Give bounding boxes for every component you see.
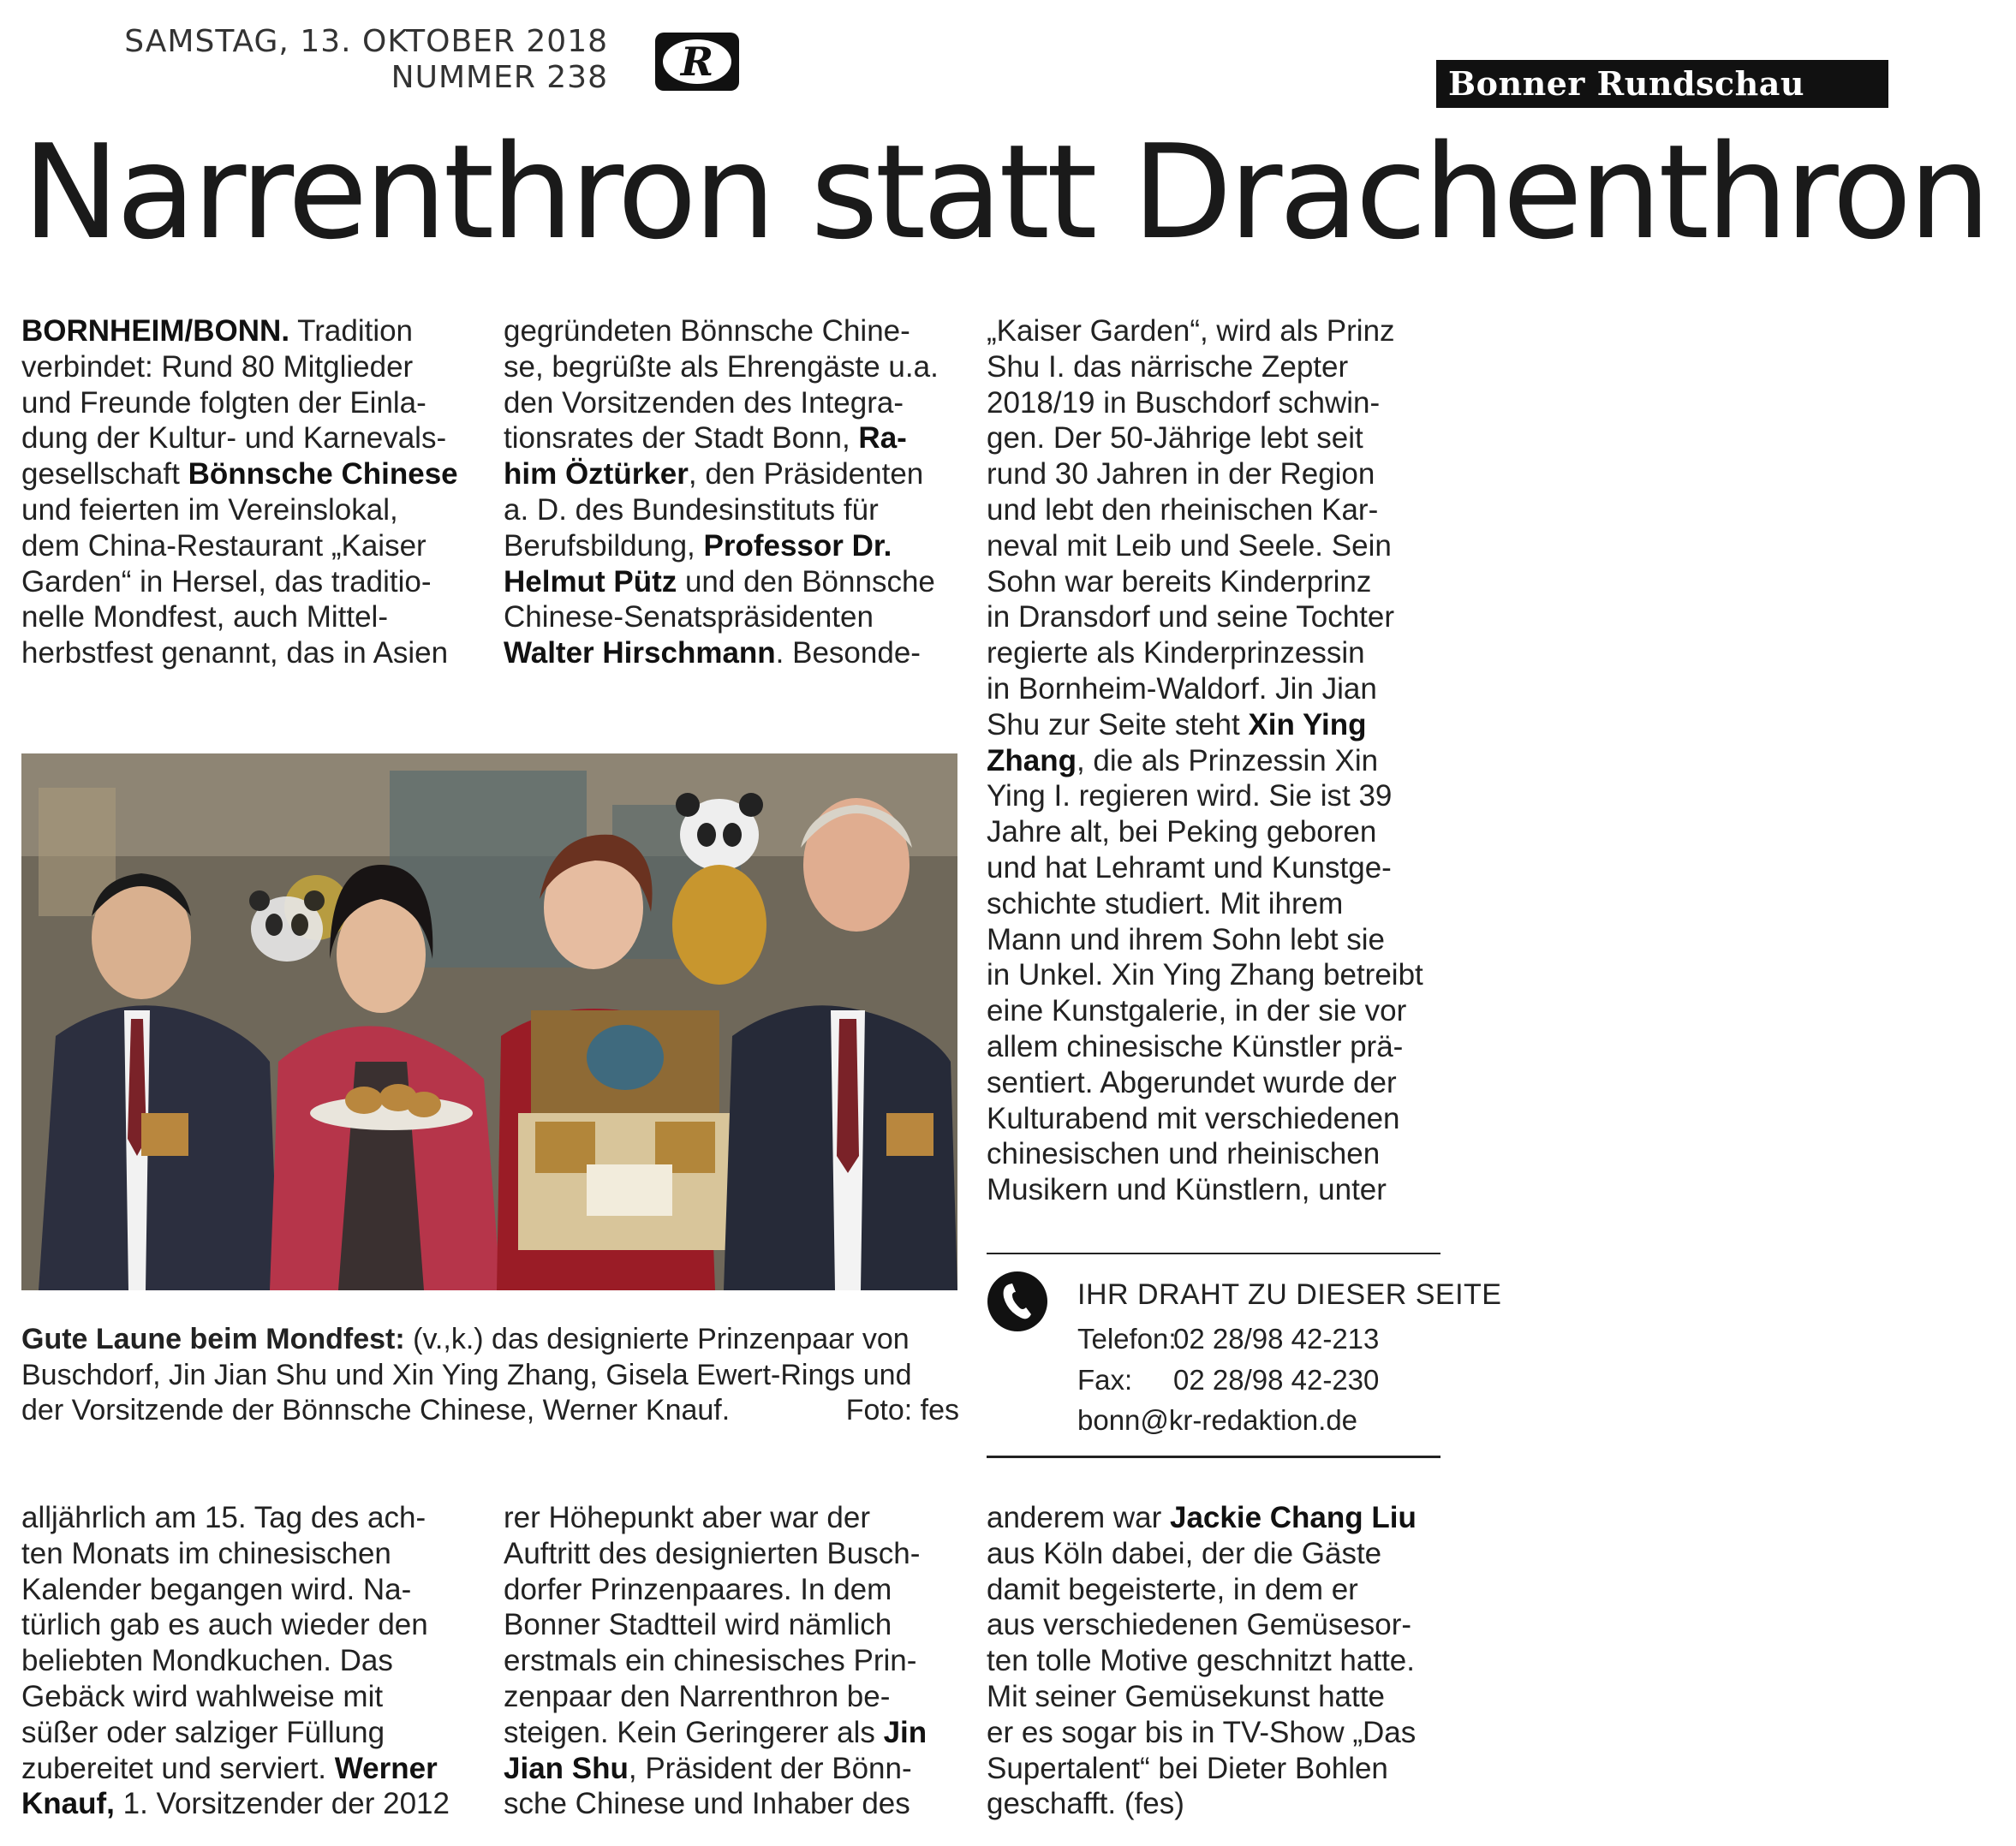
- fax-label: Fax:: [1077, 1364, 1133, 1396]
- article-column-top-2: [504, 313, 957, 671]
- article-line: [21, 313, 475, 349]
- article-line: [987, 886, 1440, 922]
- body-text: Mit seiner Gemüsekunst hatte: [987, 1679, 1385, 1713]
- bold-name-text: him Öztürker: [504, 457, 689, 491]
- article-line: [21, 349, 475, 385]
- body-text: herbstfest genannt, das in Asien: [21, 636, 449, 670]
- article-line: [504, 349, 957, 385]
- article-line: [987, 385, 1440, 421]
- body-text: 1. Vorsitzender der 2012: [114, 1787, 450, 1821]
- body-text: rer Höhepunkt aber war der: [504, 1501, 870, 1534]
- caption-lead: Gute Laune beim Mondfest:: [21, 1323, 405, 1355]
- body-text: Sohn war bereits Kinderprinz: [987, 564, 1372, 598]
- photo-credit: Foto: fes: [845, 1394, 959, 1426]
- article-line: [504, 599, 957, 635]
- article-line: [21, 385, 475, 421]
- body-text: damit begeisterte, in dem er: [987, 1572, 1358, 1606]
- article-line: [21, 1786, 475, 1822]
- body-text: gegründeten Bönnsche Chine-: [504, 314, 910, 348]
- body-text: Gebäck wird wahlweise mit: [21, 1679, 384, 1713]
- issue-number: NUMMER 238: [391, 60, 608, 95]
- contact-fax-row: [1077, 1363, 1437, 1397]
- article-line: [987, 922, 1440, 958]
- body-text: den Vorsitzenden des Integra-: [504, 385, 904, 420]
- dateline: [111, 24, 608, 96]
- contact-top-rule: [987, 1253, 1440, 1254]
- contact-email[interactable]: bonn@kr-redaktion.de: [1077, 1404, 1358, 1436]
- bold-name-text: Jian Shu: [504, 1751, 629, 1785]
- phone-label: Telefon:: [1077, 1323, 1177, 1355]
- logo-letter: R: [663, 39, 731, 84]
- body-text: allem chinesische Künstler prä-: [987, 1029, 1404, 1063]
- body-text: Garden“ in Hersel, das traditio-: [21, 564, 432, 598]
- body-text: Kalender begangen wird. Na-: [21, 1572, 412, 1606]
- headline: Narrenthron statt Drachenthron: [22, 116, 1988, 268]
- body-text: alljährlich am 15. Tag des ach-: [21, 1501, 426, 1534]
- article-line: [21, 492, 475, 528]
- article-line: [987, 1715, 1440, 1751]
- body-text: Jahre alt, bei Peking geboren: [987, 815, 1377, 849]
- body-text: neval mit Leib und Seele. Sein: [987, 528, 1392, 563]
- article-line: [987, 313, 1440, 349]
- phone-handset-glyph: [1000, 1282, 1035, 1321]
- date-text: SAMSTAG, 13. OKTOBER 2018: [124, 24, 608, 59]
- article-line: [987, 349, 1440, 385]
- article-line: [21, 599, 475, 635]
- body-text: dem China-Restaurant „Kaiser: [21, 528, 426, 563]
- article-line: [504, 313, 957, 349]
- body-text: , den Präsidenten: [688, 457, 924, 491]
- body-text: und feierten im Vereinslokal,: [21, 492, 398, 527]
- article-line: [987, 1643, 1440, 1679]
- article-line: [21, 456, 475, 492]
- contact-bottom-rule: [987, 1456, 1440, 1458]
- body-text: und lebt den rheinischen Kar-: [987, 492, 1379, 527]
- article-line: [21, 1536, 475, 1572]
- article-line: [987, 1751, 1440, 1787]
- article-line: [987, 599, 1440, 635]
- body-text: Kulturabend mit verschiedenen: [987, 1101, 1400, 1135]
- body-text: „Kaiser Garden“, wird als Prinz: [987, 314, 1395, 348]
- body-text: zubereitet und serviert.: [21, 1751, 335, 1785]
- bold-name-text: Xin Ying: [1248, 707, 1367, 741]
- body-text: a. D. des Bundesinstituts für: [504, 492, 879, 527]
- article-line: [987, 1065, 1440, 1101]
- article-line: [504, 492, 957, 528]
- article-line: [504, 564, 957, 600]
- article-line: [21, 420, 475, 456]
- body-text: verbindet: Rund 80 Mitglieder: [21, 349, 414, 384]
- article-line: [504, 456, 957, 492]
- panda-left: [249, 890, 325, 962]
- article-line: [987, 492, 1440, 528]
- body-text: Supertalent“ bei Dieter Bohlen: [987, 1751, 1388, 1785]
- bold-name-text: Bönnsche Chinese: [188, 457, 458, 491]
- body-text: . Besonde-: [775, 636, 921, 670]
- article-line: [987, 671, 1440, 707]
- photo-illustration: [21, 753, 957, 1290]
- article-column-top-1: [21, 313, 475, 671]
- caption-line-2: Buschdorf, Jin Jian Shu und Xin Ying Zhang, Gisela Ewert-Rings und: [21, 1358, 912, 1391]
- body-text: in Dransdorf und seine Tochter: [987, 600, 1395, 634]
- body-text: aus Köln dabei, der die Gäste: [987, 1536, 1382, 1570]
- body-text: gen. Der 50-Jährige lebt seit: [987, 421, 1363, 456]
- bold-name-text: Professor Dr.: [703, 528, 892, 563]
- article-line: [504, 1607, 957, 1643]
- bold-name-text: Walter Hirschmann: [504, 636, 776, 670]
- article-line: [504, 385, 957, 421]
- article-line: [987, 1572, 1440, 1608]
- phone-icon: [987, 1271, 1047, 1331]
- body-text: sentiert. Abgerundet wurde der: [987, 1065, 1397, 1099]
- bold-name-text: Jin: [883, 1715, 927, 1749]
- body-text: in Unkel. Xin Ying Zhang betreibt: [987, 958, 1423, 992]
- bold-name-text: Ra-: [858, 421, 907, 456]
- body-text: süßer oder salziger Füllung: [21, 1715, 385, 1749]
- body-text: zenpaar den Narrenthron be-: [504, 1679, 891, 1713]
- body-text: aus verschiedenen Gemüsesor-: [987, 1608, 1412, 1642]
- article-line: [987, 1607, 1440, 1643]
- contact-title: IHR DRAHT ZU DIESER SEITE: [1077, 1278, 1502, 1311]
- photo-caption: [21, 1322, 959, 1429]
- article-line: [987, 456, 1440, 492]
- article-line: [987, 635, 1440, 671]
- article-line: [987, 1029, 1440, 1065]
- article-line: [21, 1572, 475, 1608]
- body-text: , Präsident der Bönn-: [628, 1751, 912, 1785]
- bold-name-text: Knauf,: [21, 1787, 115, 1821]
- bold-name-text: Jackie Chang Liu: [1169, 1501, 1417, 1534]
- article-line: [21, 1679, 475, 1715]
- article-line: [987, 1101, 1440, 1137]
- article-line: [987, 420, 1440, 456]
- body-text: rund 30 Jahren in der Region: [987, 457, 1375, 491]
- article-line: [21, 1607, 475, 1643]
- article-line: [504, 1572, 957, 1608]
- bold-name-text: Zhang: [987, 743, 1077, 777]
- article-line: [987, 993, 1440, 1029]
- body-text: Chinese-Senatspräsidenten: [504, 600, 874, 634]
- body-text: tionsrates der Stadt Bonn,: [504, 421, 859, 456]
- body-text: Bonner Stadtteil wird nämlich: [504, 1608, 892, 1642]
- body-text: und Freunde folgten der Einla-: [21, 385, 426, 420]
- body-text: Shu zur Seite steht: [987, 707, 1249, 741]
- bold-name-text: Werner: [334, 1751, 438, 1785]
- body-text: geschafft. (fes): [987, 1787, 1184, 1821]
- body-text: Mann und ihrem Sohn lebt sie: [987, 922, 1385, 956]
- phone-number[interactable]: 02 28/98 42-213: [1173, 1323, 1380, 1355]
- body-text: Berufsbildung,: [504, 528, 704, 563]
- article-line: [21, 1751, 475, 1787]
- article-line: [987, 814, 1440, 850]
- body-text: nelle Mondfest, auch Mittel-: [21, 600, 388, 634]
- article-line: [504, 528, 957, 564]
- article-line: [987, 564, 1440, 600]
- article-line: [21, 1715, 475, 1751]
- body-text: dorfer Prinzenpaares. In dem: [504, 1572, 892, 1606]
- body-text: Musikern und Künstlern, unter: [987, 1173, 1387, 1207]
- body-text: Ying I. regieren wird. Sie ist 39: [987, 779, 1393, 813]
- body-text: erstmals ein chinesisches Prin-: [504, 1644, 917, 1678]
- article-line: [504, 1679, 957, 1715]
- body-text: beliebten Mondkuchen. Das: [21, 1644, 393, 1678]
- article-line: [987, 957, 1440, 993]
- article-line: [504, 420, 957, 456]
- caption-line-3: [21, 1393, 959, 1429]
- caption-line-1: [21, 1322, 959, 1358]
- article-line: [21, 528, 475, 564]
- body-text: schichte studiert. Mit ihrem: [987, 886, 1344, 920]
- caption-line-3-text: der Vorsitzende der Bönnsche Chinese, Werner Knauf.: [21, 1394, 731, 1426]
- body-text: Shu I. das närrische Zepter: [987, 349, 1349, 384]
- article-line: [504, 1786, 957, 1822]
- article-line: [504, 1751, 957, 1787]
- article-line: [504, 635, 957, 671]
- body-text: steigen. Kein Geringerer als: [504, 1715, 884, 1749]
- article-line: [987, 1536, 1440, 1572]
- paper-name-flag: Bonner Rundschau: [1436, 60, 1888, 108]
- article-column-bottom-1: [21, 1500, 475, 1822]
- body-text: Auftritt des designierten Busch-: [504, 1536, 921, 1570]
- mondfest-photo: [21, 753, 957, 1290]
- article-column-bottom-2: [504, 1500, 957, 1822]
- body-text: regierte als Kinderprinzessin: [987, 636, 1365, 670]
- body-text: ten Monats im chinesischen: [21, 1536, 391, 1570]
- article-column-top-3: [987, 313, 1440, 1208]
- article-line: [987, 850, 1440, 886]
- article-line: [21, 1643, 475, 1679]
- body-text: türlich gab es auch wieder den: [21, 1608, 428, 1642]
- article-line: [987, 1679, 1440, 1715]
- body-text: gesellschaft: [21, 457, 188, 491]
- article-line: [987, 707, 1440, 743]
- caption-line-1-text: (v.,k.) das designierte Prinzenpaar von: [404, 1323, 910, 1355]
- body-text: und hat Lehramt und Kunstge-: [987, 850, 1392, 884]
- article-line: [987, 1500, 1440, 1536]
- article-line: [987, 1136, 1440, 1172]
- body-text: , die als Prinzessin Xin: [1076, 743, 1379, 777]
- body-text: sche Chinese und Inhaber des: [504, 1787, 910, 1821]
- article-line: [504, 1536, 957, 1572]
- body-text: er es sogar bis in TV-Show „Das: [987, 1715, 1417, 1749]
- rundschau-r-logo: [655, 33, 739, 91]
- article-line: [987, 528, 1440, 564]
- bold-name-text: Helmut Pütz: [504, 564, 677, 598]
- body-text: eine Kunstgalerie, in der sie vor: [987, 994, 1407, 1028]
- fax-number: 02 28/98 42-230: [1173, 1364, 1380, 1396]
- body-text: in Bornheim-Waldorf. Jin Jian: [987, 671, 1377, 706]
- body-text: se, begrüßte als Ehrengäste u.a.: [504, 349, 939, 384]
- contact-phone-row: [1077, 1322, 1437, 1356]
- body-text: anderem war: [987, 1501, 1170, 1534]
- article-line: [504, 1715, 957, 1751]
- body-text: dung der Kultur- und Karnevals-: [21, 421, 447, 456]
- article-line: [987, 1786, 1440, 1822]
- article-column-bottom-3: [987, 1500, 1440, 1822]
- article-line: [987, 778, 1440, 814]
- article-line: [21, 635, 475, 671]
- article-line: [504, 1643, 957, 1679]
- article-line: [987, 1172, 1440, 1208]
- article-line: [21, 564, 475, 600]
- article-line: [987, 743, 1440, 779]
- body-text: Tradition: [289, 314, 414, 348]
- article-line: [504, 1500, 957, 1536]
- body-text: und den Bönnsche: [677, 564, 935, 598]
- body-text: chinesischen und rheinischen: [987, 1137, 1381, 1171]
- body-text: ten tolle Motive geschnitzt hatte.: [987, 1644, 1415, 1678]
- bold-name-text: BORNHEIM/BONN.: [21, 314, 290, 348]
- body-text: 2018/19 in Buschdorf schwin-: [987, 385, 1381, 420]
- article-line: [21, 1500, 475, 1536]
